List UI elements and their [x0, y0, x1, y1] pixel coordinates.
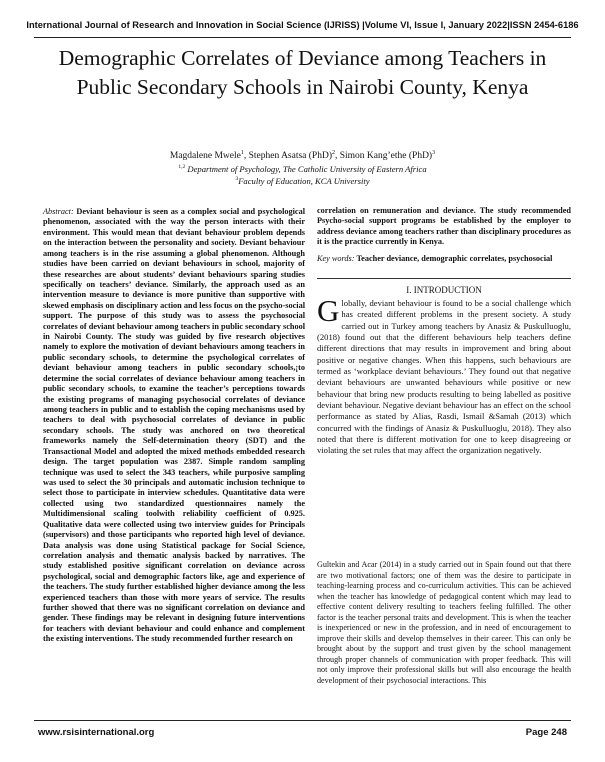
- keywords: [317, 254, 571, 264]
- intro-paragraph: [317, 293, 571, 457]
- header-rule: [34, 37, 571, 38]
- abstract: [43, 207, 305, 645]
- author-3: Simon Kang’ethe (PhD): [339, 151, 433, 162]
- author-2: Stephen Asatsa (PhD): [248, 151, 332, 162]
- author-list: Magdalene Mwele$^1$, Stephen Asatsa (PhD)$^2$, Simon Kang’ethe (PhD)$^3$: [169, 150, 436, 162]
- abstract-label: Abstract:: [43, 207, 74, 216]
- keywords-text: Teacher deviance, demographic correlates, psychosocial: [356, 254, 553, 263]
- author-1-sup: 1: [240, 150, 244, 156]
- author-3-sup: 3: [432, 150, 436, 156]
- section-heading: I. INTRODUCTION: [406, 285, 482, 295]
- author-1: Magdalene Mwele: [169, 151, 241, 162]
- abstract-text: Deviant behaviour is seen as a complex social and psychological phenomenon, associated with the way the person interacts with their environment. This would mean that deviant behaviour problem depends on the interaction between the personality and society. Deviant behaviour among teachers is in the rise assuming a global phenomenon. Although studies have been carried on deviant behaviours in school, majority of these researches are about students’ deviant behaviours sparing studies specifically on teachers’ deviance. Similarly, the approach used as an intervention measure to deviance is more punitive than supportive with skewed emphasis on disciplinary action and less focus on the psycho-social support. The purpose of this study was to assess the psychosocial correlates of deviant behaviour among teachers in public secondary school in Nairobi County. The study was guided by five research objectives namely to explore the motivation of deviant behaviours among teachers in public secondary schools, to determine the psychological correlates of deviant behaviour among teachers in public secondary schools,¡to determine the social correlates of deviance behaviour among teachers in public secondary schools, to examine the teacher’s perceptions towards the existing programs of managing psychosocial correlates of deviance among teachers in public and to establish the coping mechanisms used by teachers to deal with psychosocial correlates of deviance in public secondary schools. The study was anchored on two theoretical frameworks namely the Self-determination theory (SDT) and the Transactional Model and adopted the mixed methods embedded research design. The target population was 2387. Simple random sampling technique was used to select the 343 teachers, while purposive sampling was used to select the 30 principals and automatic inclusion technique to select those to participate in interview schedules. Quantitative data were collected using two standardized questionnaires namely the Multidimensional scaling toolwith reliability coefficient of 0.925. Qualitative data were collected using two interview guides for Principals (supervisors) and those participants who reported high level of deviance. Data analysis was done using Statistical package for Social Science, correlation analysis and thematic analysis backed by narratives. The study established positive significant correlation on deviance across psychological, social and demographic factors like, age and experience of the teachers. The study further established higher deviance among the less experienced teachers than those with more years of service. The results further showed that there was no significant correlation on deviance and gender. These findings may be relevant in designing future interventions for teachers with deviant behaviour and could enhance and complement the existing interventions. The study recommended further research on: [43, 207, 305, 644]
- affiliation-2-text: Faculty of Education, KCA University: [238, 176, 370, 186]
- paper-title: Demographic Correlates of Deviance among Teachers in Public Secondary Schools in Nairobi County, Kenya: [58, 46, 547, 99]
- page-number: Page 248: [525, 727, 567, 738]
- body-paragraph: Gultekin and Acar (2014) in a study carried out in Spain found out that there are two motivational factors; one of them was the desire to participate in teaching-learning process and co-curriculum activities. This can be achieved when the teacher has knowledge of pedagogical content which may lead to effective content delivery resulting to teachers feeling fulfilled. The other factor is the teacher personal traits and development. This is when the teacher is inexperienced or new in the profession, and in need of encouragement to improve their skills and develop themselves in their career. This can only be brought about by the support and trust given by the school management through proper channels of communication with proper feedback. This will not only improve their professional skills but will also encourage the health development of their psychosocial interactions. This: [317, 560, 571, 685]
- affiliation-2-sup: 3: [235, 176, 239, 183]
- keywords-rule: [317, 278, 571, 279]
- keywords-label: Key words:: [317, 254, 355, 263]
- journal-header: International Journal of Research and Innovation in Social Science (IJRISS) |Volume VI, Issue I, January 2022|ISSN 2454-6186: [26, 20, 579, 30]
- author-2-sup: 2: [332, 150, 335, 156]
- abstract-continued: correlation on remuneration and deviance. The study recommended Psycho-social support programs be established by the employer to address deviance among teachers rather than disciplinary procedures as it is the practice currently in Kenya.: [317, 206, 571, 247]
- affiliation-1: [0, 164, 605, 174]
- footer-url[interactable]: www.rsisinternational.org: [38, 727, 155, 738]
- drop-cap: G: [317, 293, 340, 328]
- intro-text: lobally, deviant behaviour is found to be a social challenge which has created different problems in the present society. A study carried out in Turkey among teachers by Anasiz & Puskulluoglu, (2018) found out that the different behaviours help teachers define different directions that may results in improvement and bring about positive or negative changes. When this happens, such behaviours are termed as ‘workplace deviant behaviours.’ They found out that negative deviant behaviours are unwanted behaviours while positive or new behaviour that bring new products resulting to being labelled as positive deviant behaviour. Negative deviant behaviour has an effect on the school performance as stated by Alias, Rasdi, Ismail &Samah (2013) which concurred with the findings of Anasiz & Puskulluoglu, 2018). They also noted that there is different motivation for one to keep disagreeing or violating the set rules that may affect the organization negatively.: [317, 298, 571, 456]
- affiliation-2: [0, 176, 605, 186]
- affiliation-1-text: Department of Psychology, The Catholic University of Eastern Africa: [187, 164, 427, 174]
- footer-rule: [34, 720, 571, 721]
- affiliation-1-sup: 1,2: [178, 164, 186, 171]
